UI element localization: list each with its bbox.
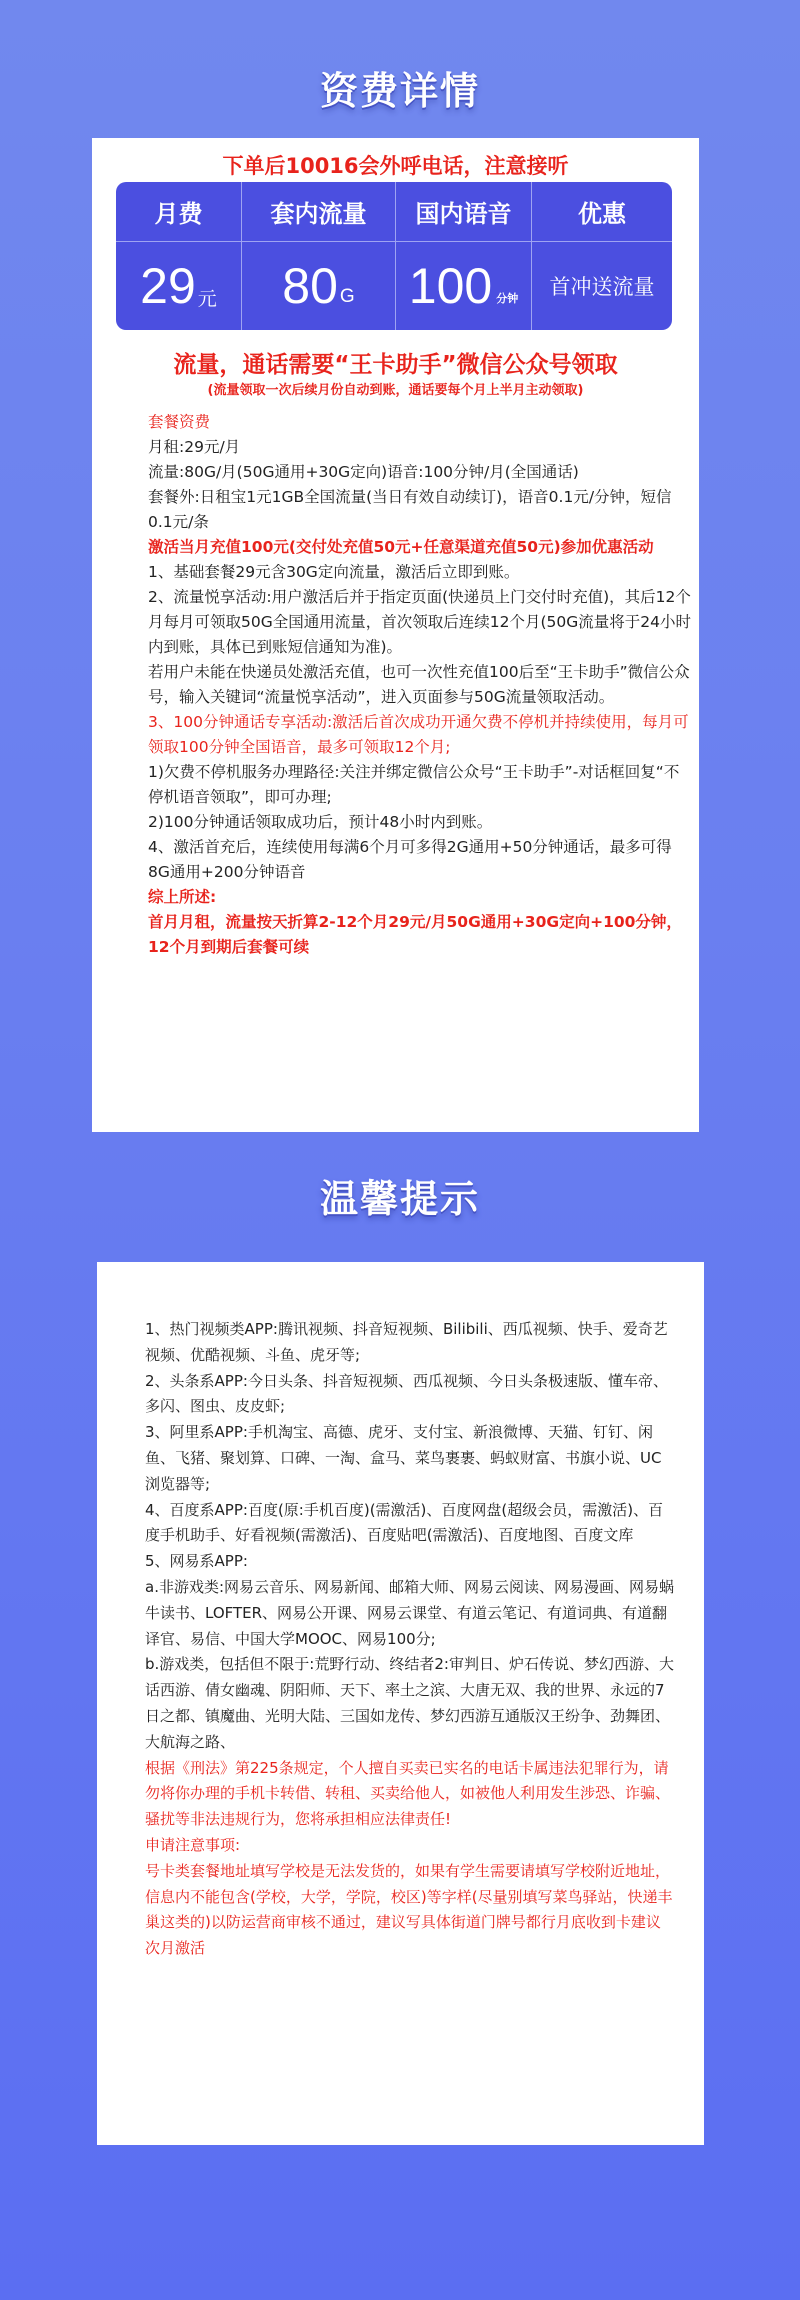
voice-cell (396, 242, 532, 330)
voice-value: 100 (408, 258, 493, 314)
detail-line: 套餐外:日租宝1元1GB全国流量(当日有效自动续订)，语音0.1元/分钟，短信0.1元/条 (148, 488, 672, 531)
tips-title: 温馨提示 (319, 1177, 480, 1221)
header-monthly-fee: 月费 (116, 182, 242, 242)
monthly-fee-cell (116, 242, 242, 330)
fee-details-body (148, 410, 693, 960)
call-notice: 下单后10016会外呼电话，注意接听 (222, 154, 569, 178)
fee-details-title: 资费详情 (319, 69, 480, 113)
tip-line: 3、阿里系APP:手机淘宝、高德、虎牙、支付宝、新浪微博、天猫、钉钉、闲鱼、飞猪、聚划算、口碑、一淘、盒马、菜鸟裹裹、蚂蚁财富、书旗小说、UC浏览器等; (145, 1423, 662, 1493)
detail-line: 月租:29元/月 (148, 438, 241, 456)
header-voice: 国内语音 (396, 182, 532, 242)
tip-line: 5、网易系APP: (145, 1552, 248, 1571)
detail-line: 若用户未能在快递员处激活充值，也可一次性充值100后至“王卡助手”微信公众号，输入关键词“流量悦享活动”，进入页面参与50G流量领取活动。 (148, 663, 690, 706)
promo-cell: 首冲送流量 (549, 275, 655, 299)
detail-line: 4、激活首充后，连续使用每满6个月可多得2G通用+50分钟通话，最多可得8G通用+200分钟语音 (148, 838, 672, 881)
detail-line: 3、100分钟通话专享活动:激活后首次成功开通欠费不停机并持续使用，每月可领取100分钟全国语音，最多可领取12个月; (148, 713, 689, 756)
detail-line: 流量:80G/月(50G通用+30G定向)语音:100分钟/月(全国通话) (148, 463, 579, 481)
tip-line: 号卡类套餐地址填写学校是无法发货的，如果有学生需要请填写学校附近地址，信息内不能包含(学校，大学，学院，校区)等字样(尽量别填写菜鸟驿站，快递丰巢这类的)以防运营商审核不通过，建议写具体街道门牌号都行月底收到卡建议次月激活 (145, 1861, 673, 1958)
fee-table (116, 182, 672, 330)
detail-line: 1、基础套餐29元含30G定向流量，激活后立即到账。 (148, 563, 520, 581)
tips-body (145, 1317, 675, 1962)
detail-line: 综上所述: (148, 888, 217, 906)
detail-line: 套餐资费 (148, 413, 211, 431)
detail-line: 2、流量悦享活动:用户激活后并于指定页面(快递员上门交付时充值)，其后12个月每月可领取50G全国通用流量，首次领取后连续12个月(50G流量将于24小时内到账，具体已到账短信通知为准)。 (148, 588, 691, 656)
fee-details-card (92, 138, 699, 1132)
header-data: 套内流量 (242, 182, 396, 242)
voice-unit: 分钟 (496, 292, 519, 305)
tip-line: 1、热门视频类APP:腾讯视频、抖音短视频、Bilibili、西瓜视频、快手、爱奇艺视频、优酷视频、斗鱼、虎牙等; (145, 1320, 668, 1364)
tip-line: b.游戏类，包括但不限于:荒野行动、终结者2:审判日、炉石传说、梦幻西游、大话西游、倩女幽魂、阴阳师、天下、率土之滨、大唐无双、我的世界、永远的7日之都、镇魔曲、光明大陆、三国如龙传、梦幻西游互通版汉王纷争、劲舞团、大航海之路、 (145, 1655, 674, 1751)
tip-line: 2、头条系APP:今日头条、抖音短视频、西瓜视频、今日头条极速版、懂车帝、多闪、图虫、皮皮虾; (145, 1371, 668, 1416)
claim-note: (流量领取一次后续月份自动到账，通话要每个月上半月主动领取) (207, 383, 584, 398)
claim-headline: 流量，通话需要“王卡助手”微信公众号领取 (173, 352, 618, 378)
monthly-fee-value: 29 (140, 258, 196, 314)
tips-card (97, 1262, 704, 2145)
tip-line: a.非游戏类:网易云音乐、网易新闻、邮箱大师、网易云阅读、网易漫画、网易蜗牛读书、LOFTER、网易公开课、网易云课堂、有道云笔记、有道词典、有道翻译官、易信、中国大学MOOC、网易100分; (145, 1577, 675, 1648)
data-unit: G (339, 286, 355, 307)
detail-line: 激活当月充值100元(交付处充值50元+任意渠道充值50元)参加优惠活动 (148, 538, 654, 556)
tip-line: 申请注意事项: (145, 1835, 241, 1854)
header-promo: 优惠 (532, 182, 672, 242)
tip-line: 4、百度系APP:百度(原:手机百度)(需激活)、百度网盘(超级会员，需激活)、百度手机助手、好看视频(需激活)、百度贴吧(需激活)、百度地图、百度文库 (145, 1500, 664, 1545)
monthly-fee-unit: 元 (197, 288, 217, 310)
data-cell (242, 242, 396, 330)
data-value: 80 (282, 258, 338, 314)
tip-line: 根据《刑法》第225条规定，个人擅自买卖已实名的电话卡属违法犯罪行为，请勿将你办理的手机卡转借、转租、买卖给他人，如被他人利用发生涉恐、诈骗、骚扰等非法违规行为，您将承担相应法律责任! (145, 1758, 671, 1829)
detail-line: 1)欠费不停机服务办理路径:关注并绑定微信公众号“王卡助手”-对话框回复“不停机语音领取”，即可办理; (148, 763, 680, 806)
detail-line: 2)100分钟通话领取成功后，预计48小时内到账。 (148, 813, 493, 831)
detail-line: 首月月租，流量按天折算2-12个月29元/月50G通用+30G定向+100分钟，12个月到期后套餐可续 (148, 913, 682, 956)
